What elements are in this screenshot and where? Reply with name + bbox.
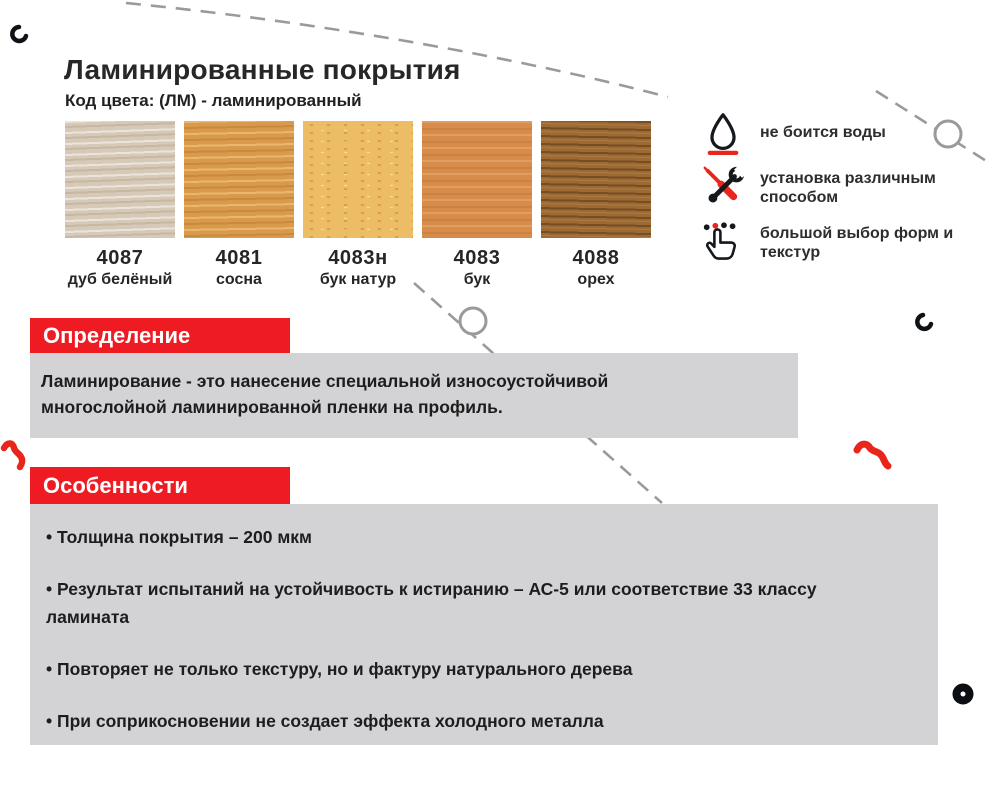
features-heading-banner <box>30 467 290 504</box>
swatch-item <box>541 121 651 289</box>
swatch-item <box>303 121 413 289</box>
tools-icon <box>700 165 746 211</box>
definition-heading: Определение <box>43 322 191 348</box>
benefit-label: большой выбор форм и текстур <box>760 224 954 261</box>
wood-swatch-bleached-oak <box>65 121 175 238</box>
swatch-code: 4083н <box>328 247 388 269</box>
swatch-name: дуб белёный <box>67 271 173 288</box>
circle-marker-middle <box>460 308 486 334</box>
hand-tap-icon <box>700 220 746 266</box>
swatch-name: бук натур <box>319 271 397 288</box>
swatch-name: сосна <box>216 271 262 288</box>
subtitle-prefix: Код цвета: <box>65 91 160 110</box>
swatch-code: 4083 <box>453 247 501 269</box>
swatch-item <box>422 121 532 289</box>
water-drop-icon <box>700 110 746 156</box>
swatch-code: 4081 <box>215 247 263 269</box>
ink-donut <box>957 688 970 701</box>
page-title: Ламинированные покрытия <box>64 54 461 85</box>
swatch-row <box>65 121 651 289</box>
wood-swatch-pine <box>184 121 294 238</box>
red-squiggle-right <box>857 444 888 466</box>
features-heading: Особенности <box>43 472 188 498</box>
benefit-label: установка различным способом <box>760 169 936 206</box>
swatch-code: 4088 <box>572 247 620 269</box>
swatch-item <box>184 121 294 289</box>
benefit-installation <box>700 165 975 211</box>
swatch-item <box>65 121 175 289</box>
color-code: (ЛМ) <box>159 91 197 110</box>
subtitle-rest: - ламинированный <box>196 91 362 110</box>
wood-swatch-walnut <box>541 121 651 238</box>
feature-bullet: • Толщина покрытия – 200 мкм <box>46 523 878 551</box>
color-code-subtitle <box>65 91 362 111</box>
red-squiggle-left <box>4 443 22 467</box>
feature-bullet: • При соприкосновении не создает эффекта холодного металла <box>46 707 878 735</box>
definition-panel <box>30 353 798 438</box>
definition-text: Ламинирование - это нанесение специальной износоустойчивой многослойной ламинированной пленки на профиль. <box>41 371 609 417</box>
benefit-water <box>700 110 975 156</box>
swatch-code: 4087 <box>96 247 144 269</box>
feature-bullet: • Повторяет не только текстуру, но и фактуру натурального дерева <box>46 655 878 683</box>
feature-bullet: • Результат испытаний на устойчивость к истиранию – АС-5 или соответствие 33 классу ламината <box>46 575 878 631</box>
benefit-variety <box>700 220 975 266</box>
definition-heading-banner <box>30 318 290 353</box>
features-panel <box>30 504 938 745</box>
swatch-name: бук <box>463 271 491 288</box>
crescent-mark-right <box>917 315 931 329</box>
crescent-mark-left <box>12 27 26 41</box>
swatch-name: орех <box>577 271 615 288</box>
wood-swatch-natural-beech <box>303 121 413 238</box>
benefit-label: не боится воды <box>760 124 886 142</box>
wood-swatch-beech <box>422 121 532 238</box>
benefits-list <box>700 110 975 266</box>
